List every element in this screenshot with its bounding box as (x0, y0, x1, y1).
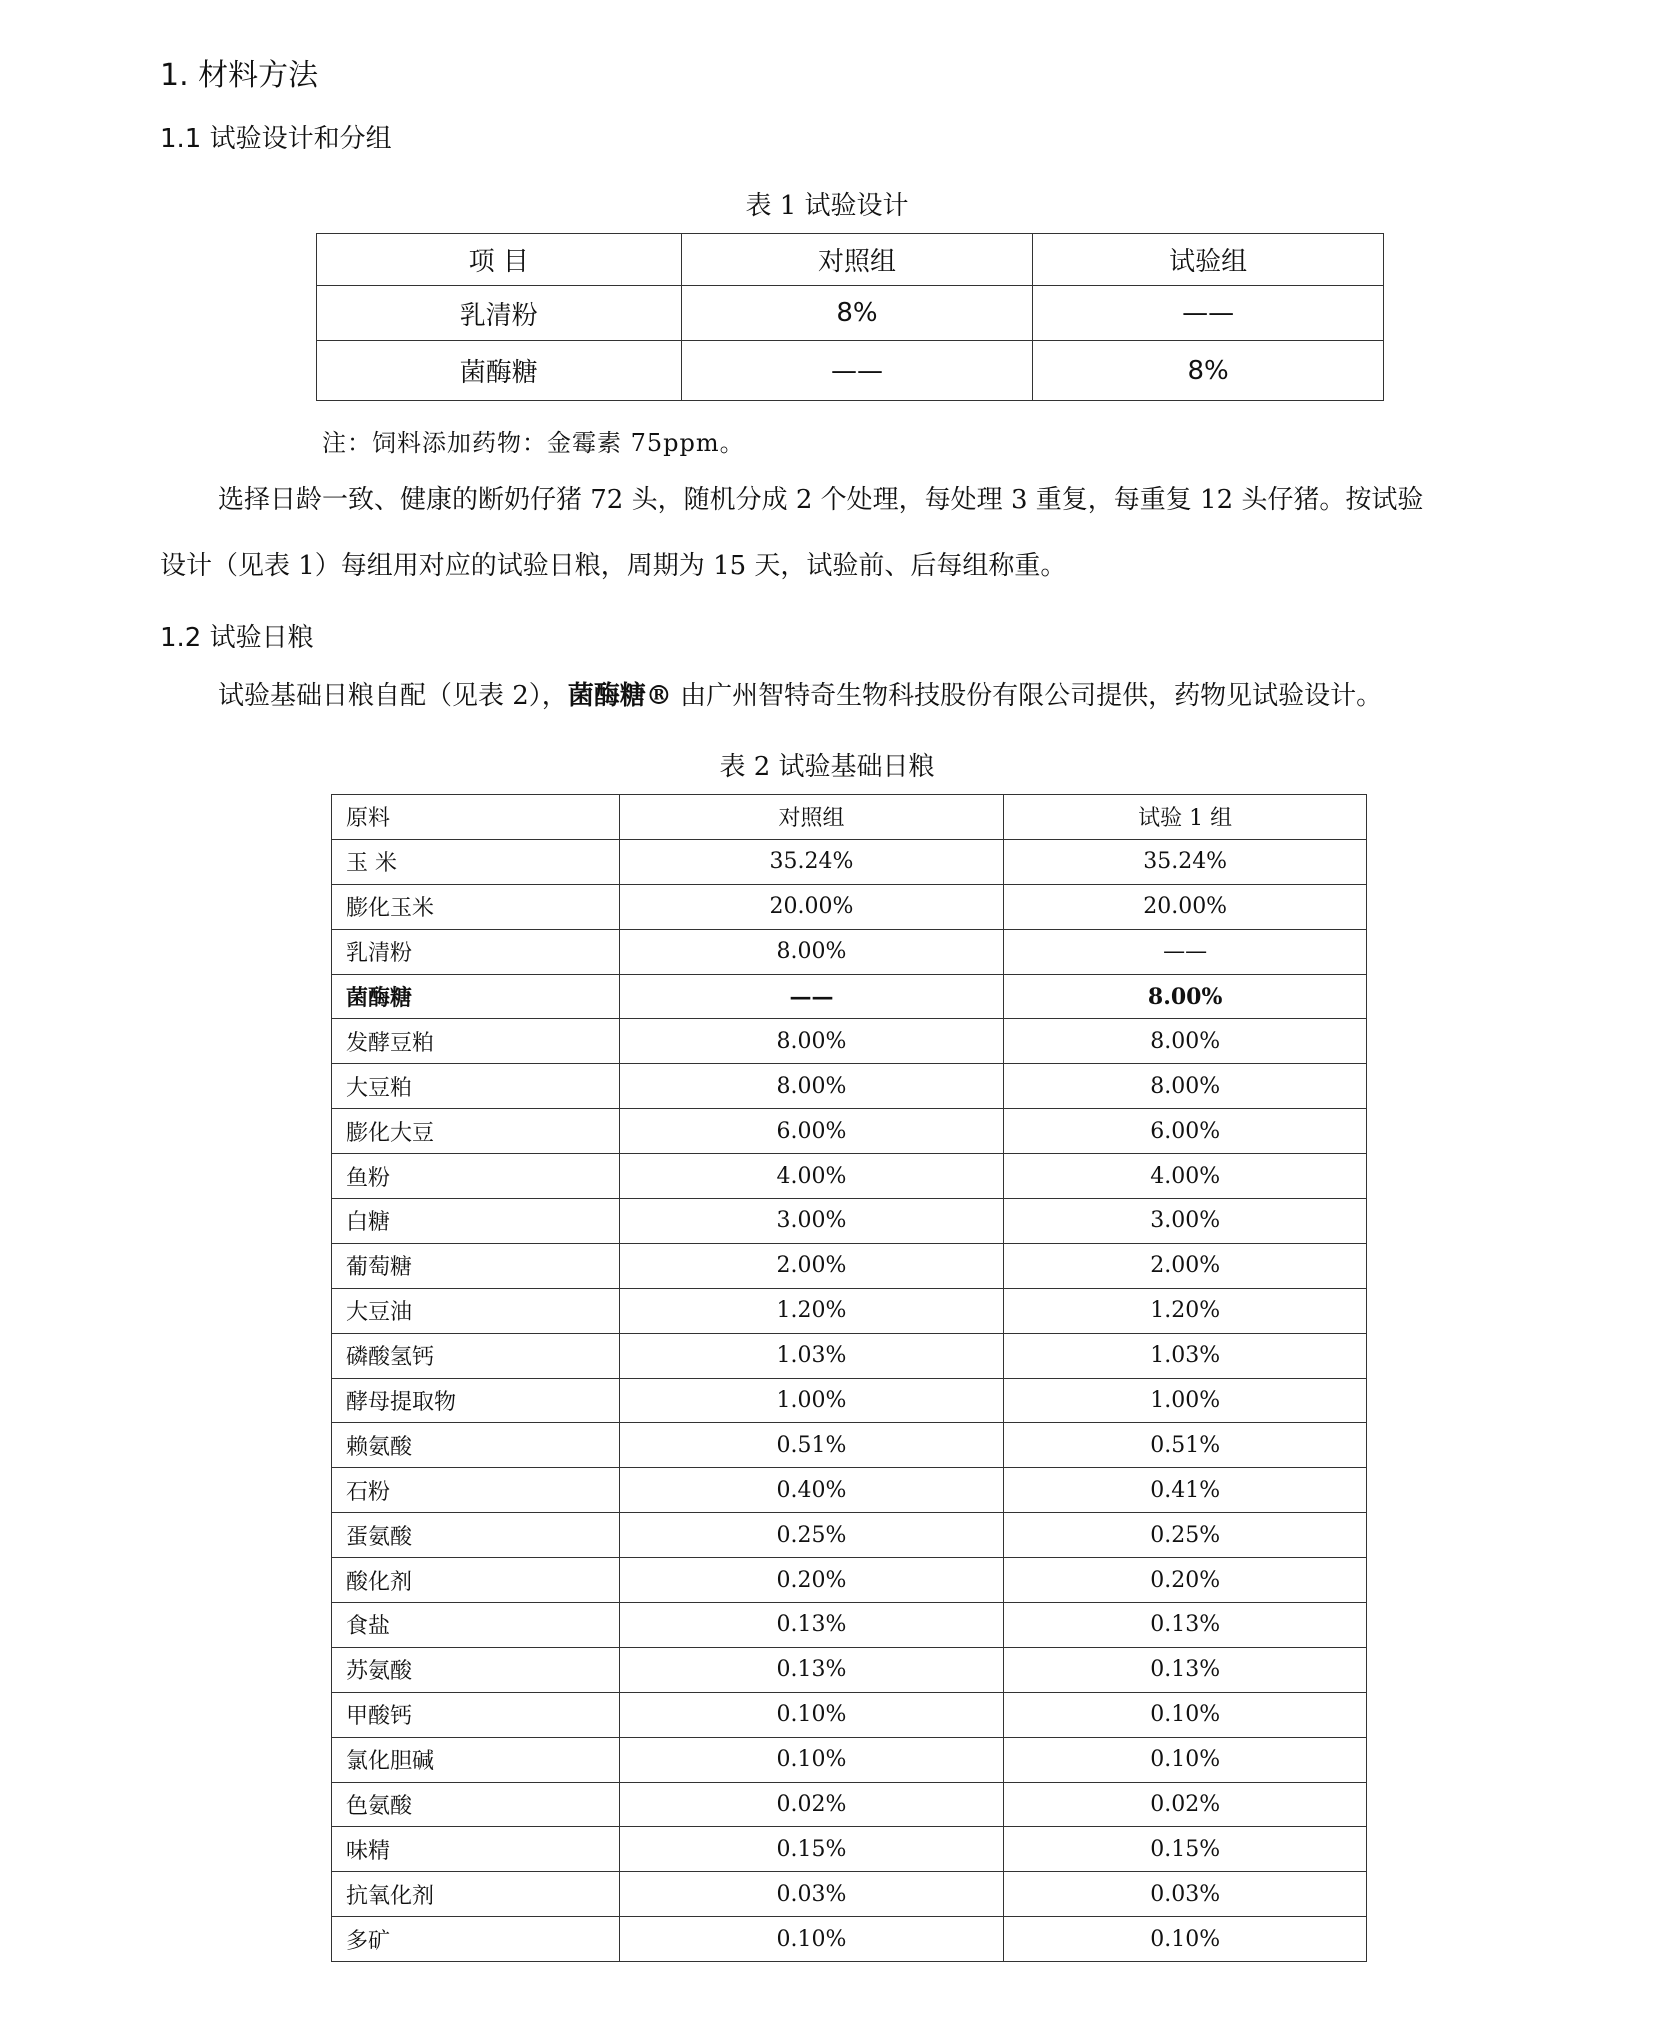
table-row (332, 1154, 1367, 1199)
table-cell: 味精 (332, 1827, 620, 1872)
table-row (332, 1109, 1367, 1154)
table-row (332, 1199, 1367, 1244)
table-cell: 8% (681, 286, 1033, 341)
table-cell: 多矿 (332, 1917, 620, 1962)
table-row (332, 1333, 1367, 1378)
table-cell: 0.03% (619, 1872, 1004, 1917)
table-cell: 3.00% (1004, 1199, 1367, 1244)
table-cell: 0.13% (619, 1647, 1004, 1692)
paragraph-line: 设计（见表 1）每组用对应的试验日粮，周期为 15 天，试验前、后每组称重。 (160, 551, 1067, 581)
product-name: 菌酶糖® (567, 681, 672, 711)
table-row (317, 286, 1384, 341)
table-cell: 0.51% (619, 1423, 1004, 1468)
table-cell: 0.10% (1004, 1917, 1367, 1962)
table-cell: 抗氧化剂 (332, 1872, 620, 1917)
table-cell: 0.20% (1004, 1558, 1367, 1603)
table-cell: 大豆粕 (332, 1064, 620, 1109)
subsection-heading-design: 1.1 试验设计和分组 (160, 124, 392, 154)
table-row (332, 1827, 1367, 1872)
table-cell: 3.00% (619, 1199, 1004, 1244)
table-row (332, 1917, 1367, 1962)
table-row (332, 1603, 1367, 1648)
table-cell: 蛋氨酸 (332, 1513, 620, 1558)
table-row (332, 839, 1367, 884)
table-cell: 0.13% (1004, 1647, 1367, 1692)
table-cell: 35.24% (619, 839, 1004, 884)
table-cell: 发酵豆粕 (332, 1019, 620, 1064)
paragraph-diet (218, 683, 1382, 709)
table2-caption: 表 2 试验基础日粮 (719, 752, 935, 782)
table-cell: 8.00% (619, 929, 1004, 974)
table-cell: 4.00% (1004, 1154, 1367, 1199)
table-cell: 白糖 (332, 1199, 620, 1244)
table-cell: 0.25% (619, 1513, 1004, 1558)
table-cell: —— (681, 341, 1033, 401)
table-header-row (317, 234, 1384, 286)
paragraph-line: 选择日龄一致、健康的断奶仔猪 72 头，随机分成 2 个处理，每处理 3 重复，每重复 12 头仔猪。按试验 (218, 485, 1424, 515)
table-cell: 石粉 (332, 1468, 620, 1513)
table-row (332, 1064, 1367, 1109)
table-cell: 磷酸氢钙 (332, 1333, 620, 1378)
table-cell: 乳清粉 (332, 929, 620, 974)
table-cell: 鱼粉 (332, 1154, 620, 1199)
header-cell: 试验 1 组 (1004, 795, 1367, 840)
table-cell: 0.41% (1004, 1468, 1367, 1513)
table-row (332, 1782, 1367, 1827)
table-cell: 8.00% (1004, 1019, 1367, 1064)
header-cell: 项 目 (317, 234, 682, 286)
table-row (332, 1468, 1367, 1513)
table-cell: —— (1033, 286, 1384, 341)
table-cell: 8.00% (1004, 974, 1367, 1019)
table-cell: 0.03% (1004, 1872, 1367, 1917)
table-cell: 0.20% (619, 1558, 1004, 1603)
table-cell: 20.00% (1004, 884, 1367, 929)
paragraph-text: 由广州智特奇生物科技股份有限公司提供，药物见试验设计。 (671, 681, 1383, 711)
table-cell: 8% (1033, 341, 1384, 401)
table-row (332, 1019, 1367, 1064)
diet-table (331, 794, 1367, 1962)
table-cell: 0.02% (619, 1782, 1004, 1827)
section-heading: 1. 材料方法 (160, 58, 319, 93)
table-cell: 1.20% (619, 1288, 1004, 1333)
table-cell: 20.00% (619, 884, 1004, 929)
table-cell: 0.10% (619, 1737, 1004, 1782)
table-cell: 35.24% (1004, 839, 1367, 884)
table-cell: 氯化胆碱 (332, 1737, 620, 1782)
table-row (332, 1692, 1367, 1737)
table-cell: 0.40% (619, 1468, 1004, 1513)
table-cell: 0.51% (1004, 1423, 1367, 1468)
table-cell: 1.00% (619, 1378, 1004, 1423)
table-cell: —— (1004, 929, 1367, 974)
table-cell: 1.03% (619, 1333, 1004, 1378)
table-cell: 1.20% (1004, 1288, 1367, 1333)
table-cell: 4.00% (619, 1154, 1004, 1199)
subsection-heading-diet: 1.2 试验日粮 (160, 623, 314, 653)
table-cell: 色氨酸 (332, 1782, 620, 1827)
table-cell: 8.00% (619, 1019, 1004, 1064)
table-row (332, 1513, 1367, 1558)
table-cell: 0.15% (619, 1827, 1004, 1872)
table-cell: 0.10% (619, 1917, 1004, 1962)
table-cell: 8.00% (1004, 1064, 1367, 1109)
table-cell: 6.00% (1004, 1109, 1367, 1154)
table-cell: 2.00% (1004, 1243, 1367, 1288)
table-cell: 赖氨酸 (332, 1423, 620, 1468)
table1-note: 注：饲料添加药物：金霉素 75ppm。 (322, 429, 745, 457)
table-cell: 大豆油 (332, 1288, 620, 1333)
table-cell: 乳清粉 (317, 286, 682, 341)
table-cell: 酵母提取物 (332, 1378, 620, 1423)
table1-caption: 表 1 试验设计 (745, 191, 909, 221)
table-row (332, 1872, 1367, 1917)
table-cell: —— (619, 974, 1004, 1019)
table-row (332, 974, 1367, 1019)
table-row (332, 1378, 1367, 1423)
table-cell: 0.13% (619, 1603, 1004, 1648)
table-cell: 膨化玉米 (332, 884, 620, 929)
table-row (332, 1243, 1367, 1288)
table-row (332, 1647, 1367, 1692)
table-cell: 酸化剂 (332, 1558, 620, 1603)
header-cell: 对照组 (619, 795, 1004, 840)
table-row (332, 884, 1367, 929)
table-cell: 6.00% (619, 1109, 1004, 1154)
header-cell: 原料 (332, 795, 620, 840)
table-row (332, 929, 1367, 974)
table-row (317, 341, 1384, 401)
table-header-row (332, 795, 1367, 840)
table-cell: 0.13% (1004, 1603, 1367, 1648)
table-cell: 0.10% (619, 1692, 1004, 1737)
table-cell: 菌酶糖 (332, 974, 620, 1019)
paragraph-text: 试验基础日粮自配（见表 2）， (218, 681, 568, 711)
table-cell: 0.10% (1004, 1692, 1367, 1737)
table-row (332, 1558, 1367, 1603)
table-cell: 0.25% (1004, 1513, 1367, 1558)
table-row (332, 1737, 1367, 1782)
table-cell: 食盐 (332, 1603, 620, 1648)
design-table (316, 233, 1384, 401)
table-cell: 膨化大豆 (332, 1109, 620, 1154)
table-cell: 玉 米 (332, 839, 620, 884)
table-cell: 2.00% (619, 1243, 1004, 1288)
table-cell: 0.10% (1004, 1737, 1367, 1782)
table-cell: 1.03% (1004, 1333, 1367, 1378)
table-cell: 0.02% (1004, 1782, 1367, 1827)
table-row (332, 1423, 1367, 1468)
table-cell: 甲酸钙 (332, 1692, 620, 1737)
table-cell: 0.15% (1004, 1827, 1367, 1872)
header-cell: 对照组 (681, 234, 1033, 286)
table-cell: 葡萄糖 (332, 1243, 620, 1288)
table-cell: 8.00% (619, 1064, 1004, 1109)
table-cell: 菌酶糖 (317, 341, 682, 401)
table-cell: 苏氨酸 (332, 1647, 620, 1692)
table-cell: 1.00% (1004, 1378, 1367, 1423)
table-row (332, 1288, 1367, 1333)
header-cell: 试验组 (1033, 234, 1384, 286)
